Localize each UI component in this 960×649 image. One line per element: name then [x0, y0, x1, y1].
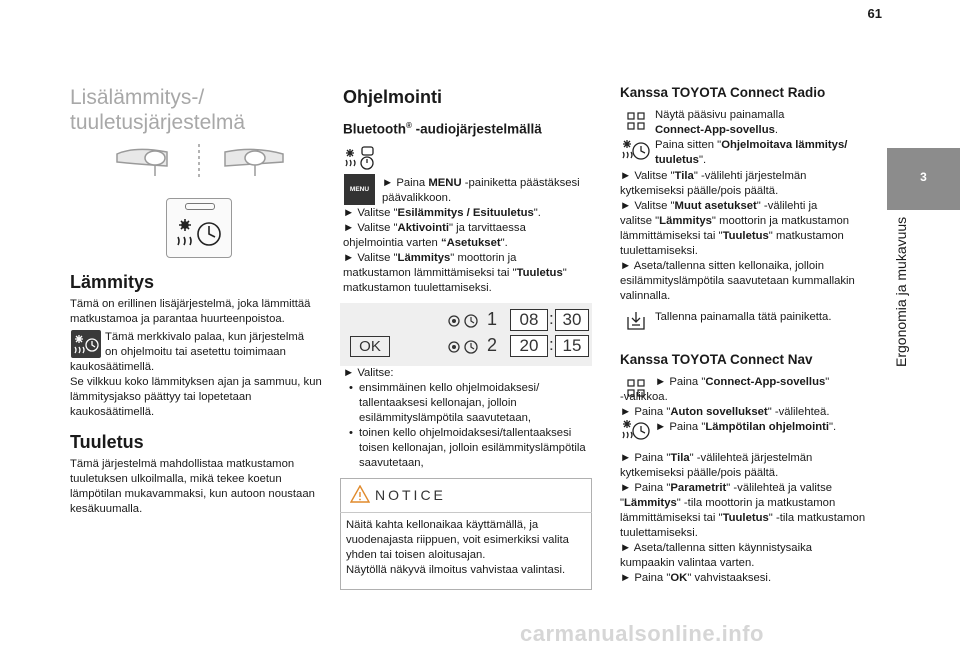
indicator-line-1: Tämä merkkivalo palaa, kun järjestelmä	[105, 331, 305, 343]
section-title-line1: Lisälämmitys-/	[70, 86, 205, 109]
radio-heading: Kanssa TOYOTA Connect Radio	[620, 85, 826, 100]
heating-heading: Lämmitys	[70, 272, 155, 292]
heating-paragraph: Tämä on erillinen lisäjärjestelmä, joka lämmittää matkustamoa ja parantaa huurteenpoistoa.	[70, 298, 311, 325]
timer-1-icons	[448, 311, 488, 331]
menu-button-icon: MENU	[344, 174, 375, 205]
apps-grid-icon	[627, 112, 645, 130]
section-title-line2: tuuletusjärjestelmä	[70, 111, 246, 134]
timer-2-hours[interactable]: 20	[510, 335, 548, 357]
save-text: Tallenna painamalla tätä painiketta.	[655, 311, 832, 323]
nav-step-1: ► Paina "Connect-App-sovellus"	[655, 376, 830, 388]
step-1: ► Paina MENU -painiketta päästäksesi päävalikkoon.	[382, 177, 580, 204]
radio-steps-3-5: ► Valitse "Tila" -välilehti järjestelmän kytkemiseksi päälle/pois päältä. ► Valitse "Muut asetukset" -välilehti ja valitse "Lämmitys" moottorin ja matkustamon lämmittämiseksi tai "Tuuletus" matkustamon tuulettamiseksi. ► Aseta/tallenna sitten kellonaika, jolloin esilämmityslämpötila saavutetaan kummallakin valinnalla.	[620, 170, 855, 302]
programming-heading: Ohjelmointi	[343, 87, 442, 107]
subheading-sup: ®	[406, 121, 412, 130]
bluetooth-subheading	[343, 121, 542, 137]
timer-display	[340, 303, 592, 366]
indicator-line-3: kaukosäätimellä.	[70, 361, 155, 373]
indicator-line-2: on ohjelmoitu tai asetettu toimimaan	[105, 346, 286, 358]
timer-2-colon: :	[549, 335, 554, 354]
nav-heading: Kanssa TOYOTA Connect Nav	[620, 352, 813, 367]
save-icon	[626, 311, 646, 331]
chapter-number: 3	[920, 170, 927, 184]
select-list: ► Valitse: • ensimmäinen kello ohjelmoidaksesi/ tallentaaksesi kellonajan, jolloin esilämmityslämpötila saavutetaan, • toinen kello ohjelmoidaksesi/tallentaaksesi toisen kellonajan, jolloin esilämmityslämpötila saavutetaan,	[343, 366, 593, 471]
section-title	[70, 85, 245, 135]
chapter-label: Ergonomia ja mukavuus	[893, 217, 909, 368]
ventilation-paragraph: Tämä järjestelmä mahdollistaa matkustamon tuuletuksen ulkoilmalla, mikä tekee koetun lämpötilan mukavammaksi, kun autoon noustaan kesäkuumalla.	[70, 458, 315, 515]
heater-control-illustration	[166, 198, 232, 258]
heater-timer-icon	[173, 215, 225, 253]
heating-body-2	[70, 360, 328, 420]
page-number: 61	[867, 6, 882, 21]
nav-steps-4-7: ► Paina "Tila" -välilehteä järjestelmän kytkemiseksi päälle/pois päältä. ► Paina "Parametrit" -välilehteä ja valitse "Lämmitys" -tila moottorin ja matkustamon lämmittämiseksi tai "Tuuletus" -tila matkustamon tuulettamiseksi. ► Aseta/tallenna sitten käynnistysaika kumpaakin valintaa varten. ► Paina "OK" vahvistaaksesi.	[620, 452, 866, 584]
timer-2-number: 2	[487, 335, 498, 355]
heater-gb-icon	[344, 145, 376, 171]
subheading-post: -audiojärjestelmällä	[411, 121, 542, 137]
warning-icon	[350, 485, 370, 503]
heater-timer-small-icon	[620, 138, 652, 164]
subheading-pre: Bluetooth	[343, 121, 406, 137]
steering-wheel-illustration	[115, 140, 285, 182]
heater-timer-small-icon-2	[620, 418, 652, 444]
ok-button[interactable]: OK	[350, 336, 390, 357]
watermark-footer: carmanualsonline.info	[520, 621, 764, 646]
timer-1-number: 1	[487, 309, 498, 329]
timer-2-minutes[interactable]: 15	[555, 335, 589, 357]
radio-steps-1-2: Näytä pääsivu painamalla Connect-App-sovellus. Paina sitten "Ohjelmoitava lämmitys/ tuuletus".	[655, 109, 848, 166]
ventilation-heading: Tuuletus	[70, 432, 144, 452]
indicator-text	[105, 330, 330, 360]
ventilation-body	[70, 457, 332, 517]
timer-1-hours[interactable]: 08	[510, 309, 548, 331]
blink-paragraph: Se vilkkuu koko lämmityksen ajan ja sammuu, kun lämmitysjakso päättyy tai lopetetaan kaukosäätimellä.	[70, 376, 322, 418]
heating-body	[70, 297, 328, 327]
steps-2-4: ► Valitse "Esilämmitys / Esituuletus". ► Valitse "Aktivointi" ja tarvittaessa ohjelmointia varten “Asetukset". ► Valitse "Lämmitys" moottorin ja matkustamon lämmittämiseksi tai "Tuuletus" matkustamon tuulettamiseksi.	[343, 207, 567, 294]
notice-title: NOTICE	[375, 487, 446, 503]
nav-step-3: ► Paina "Lämpötilan ohjelmointi".	[655, 421, 837, 433]
timer-1-minutes[interactable]: 30	[555, 309, 589, 331]
nav-step-1b-2: -valikkoa. ► Paina "Auton sovellukset" -välilehteä.	[620, 391, 830, 418]
heater-indicator-icon	[71, 330, 101, 358]
notice-body: Näitä kahta kellonaikaa käyttämällä, ja vuodenajasta riippuen, voit esimerkiksi valita yhden tai toisen aloitusajan. Näytöllä näkyvä ilmoitus vahvistaa valintasi.	[346, 519, 569, 576]
timer-2-icons	[448, 337, 488, 357]
timer-1-colon: :	[549, 309, 554, 328]
notice-divider	[340, 512, 592, 513]
